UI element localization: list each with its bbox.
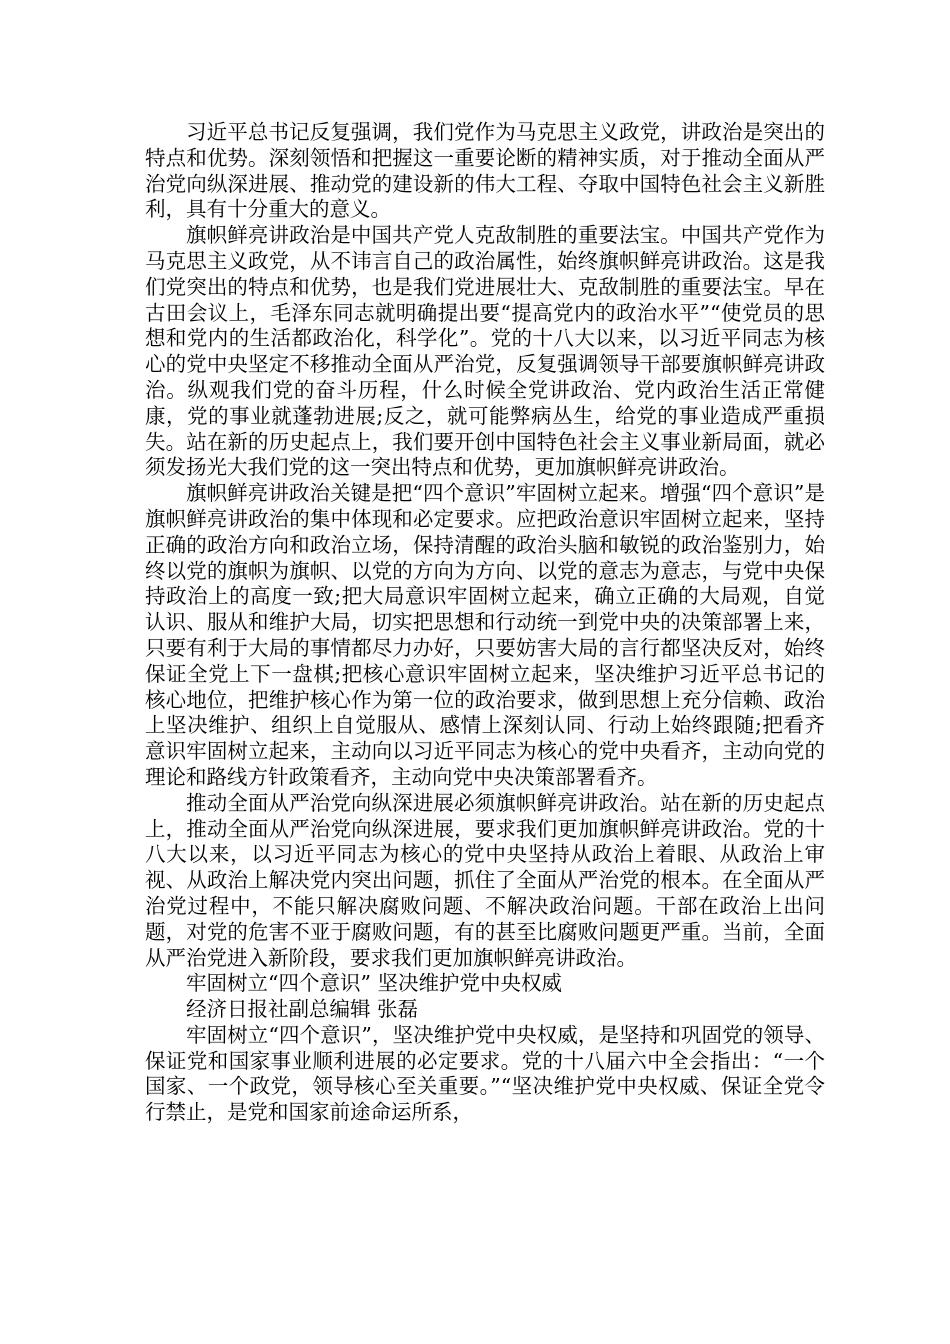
paragraph-closing: 牢固树立“四个意识”，坚决维护党中央权威，是坚持和巩固党的领导、保证党和国家事业顺利进展的必定要求。党的十八届六中全会指出：“一个国家、一个政党，领导核心至关重要。”“坚决维护党中央权威、保证全党令行禁止，是党和国家前途命运所系， — [145, 1022, 825, 1125]
article-title: 牢固树立“四个意识” 坚决维护党中央权威 — [186, 971, 562, 996]
paragraph-political-weapon: 旗帜鲜亮讲政治是中国共产党人克敌制胜的重要法宝。中国共产党作为马克思主义政党，从不讳言自己的政治属性，始终旗帜鲜亮讲政治。这是我们党突出的特点和优势，也是我们党进展壮大、克敌制胜的重要法宝。早在古田会议上，毛泽东同志就明确提出要“提高党内的政治水平”“使党员的思想和党内的生活都政治化，科学化”。党的十八大以来，以习近平同志为核心的党中央坚定不移推动全面从严治党，反复强调领导干部要旗帜鲜亮讲政治。纵观我们党的奋斗历程，什么时候全党讲政治、党内政治生活正常健康，党的事业就蓬勃进展;反之，就可能弊病丛生，给党的事业造成严重损失。站在新的历史起点上，我们要开创中国特色社会主义事业新局面，就必须发扬光大我们党的这一突出特点和优势，更加旗帜鲜亮讲政治。 — [145, 223, 825, 480]
paragraph-strict-governance: 推动全面从严治党向纵深进展必须旗帜鲜亮讲政治。站在新的历史起点上，推动全面从严治党向纵深进展，要求我们更加旗帜鲜亮讲政治。党的十八大以来，以习近平同志为核心的党中央坚持从政治上着眼、从政治上审视、从政治上解决党内突出问题，抓住了全面从严治党的根本。在全面从严治党过程中，不能只解决腐败问题、不解决政治问题。干部在政治上出问题，对党的危害不亚于腐败问题，有的甚至比腐败问题更严重。当前，全面从严治党进入新阶段，要求我们更加旗帜鲜亮讲政治。 — [145, 790, 825, 970]
paragraph-intro: 习近平总书记反复强调，我们党作为马克思主义政党，讲政治是突出的特点和优势。深刻领悟和把握这一重要论断的精神实质，对于推动全面从严治党向纵深进展、推动党的建设新的伟大工程、夺取中国特色社会主义新胜利，具有十分重大的意义。 — [145, 120, 825, 222]
article-byline: 经济日报社副总编辑 张磊 — [186, 997, 419, 1022]
document-page — [145, 120, 825, 1126]
paragraph-four-consciousness: 旗帜鲜亮讲政治关键是把“四个意识”牢固树立起来。增强“四个意识”是旗帜鲜亮讲政治的集中体现和必定要求。应把政治意识牢固树立起来，坚持正确的政治方向和政治立场，保持清醒的政治头脑和敏锐的政治鉴别力，始终以党的旗帜为旗帜、以党的方向为方向、以党的意志为意志，与党中央保持政治上的高度一致;把大局意识牢固树立起来，确立正确的大局观，自觉认识、服从和维护大局，切实把思想和行动统一到党中央的决策部署上来，只要有利于大局的事情都尽力办好，只要妨害大局的言行都坚决反对，始终保证全党上下一盘棋;把核心意识牢固树立起来，坚决维护习近平总书记的核心地位，把维护核心作为第一位的政治要求，做到思想上充分信赖、政治上坚决维护、组织上自觉服从、感情上深刻认同、行动上始终跟随;把看齐意识牢固树立起来，主动向以习近平同志为核心的党中央看齐，主动向党的理论和路线方针政策看齐，主动向党中央决策部署看齐。 — [145, 481, 825, 789]
